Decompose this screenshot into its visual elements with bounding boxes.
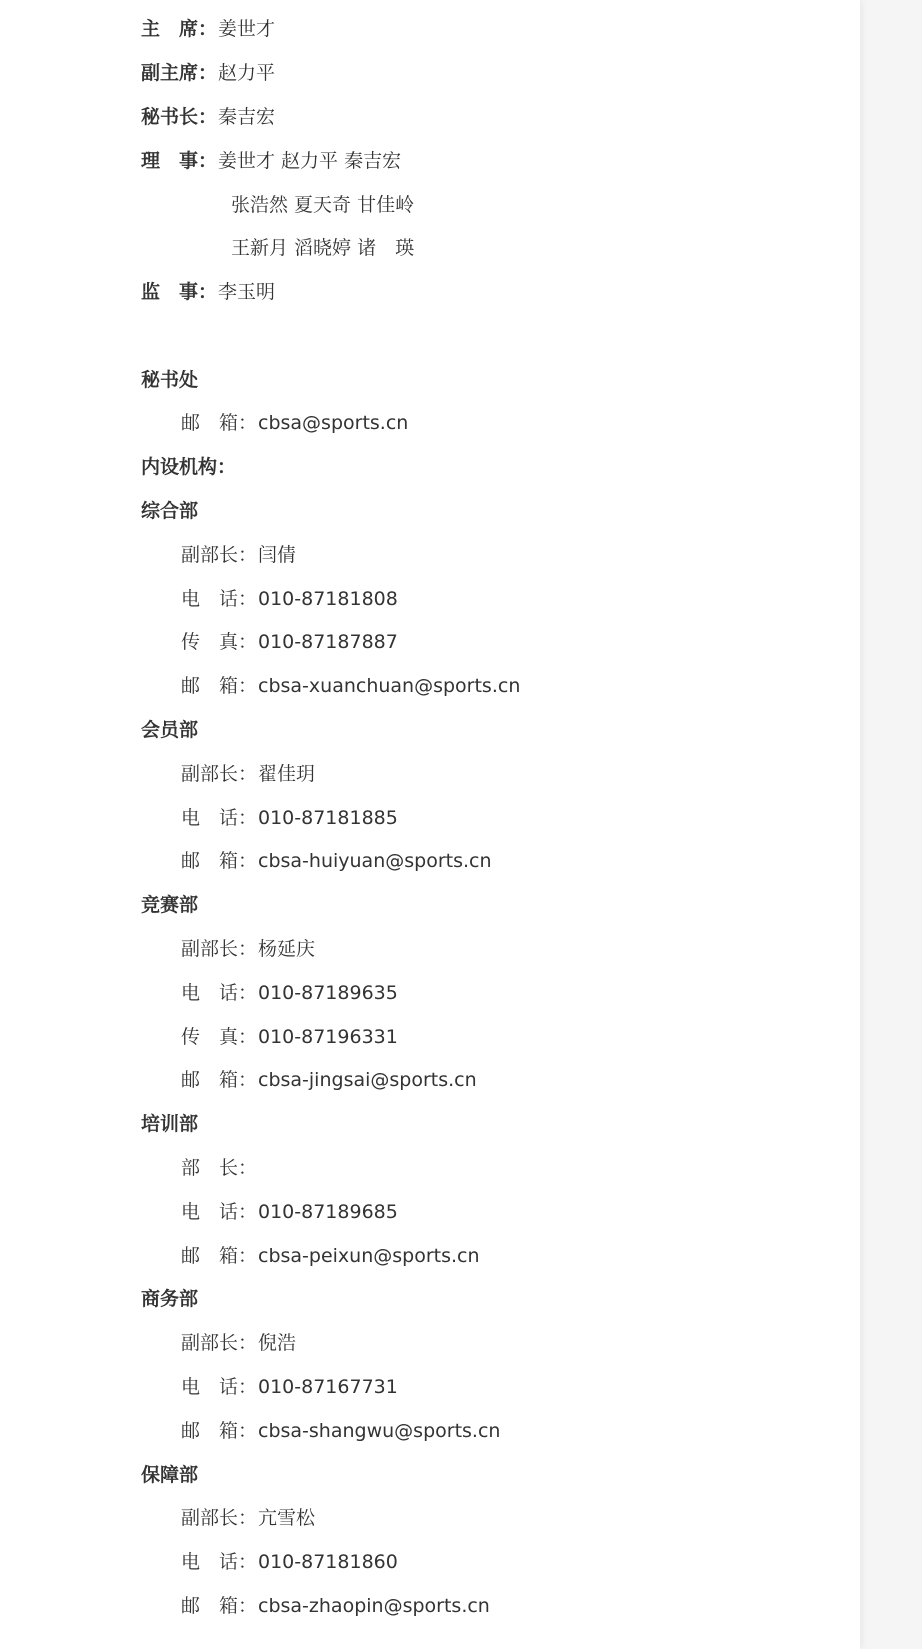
department-info-label: 部 长： bbox=[181, 1157, 258, 1179]
vice-chair-label: 副主席： bbox=[141, 62, 218, 84]
department-info-row bbox=[181, 1328, 296, 1358]
department-info-label: 电 话： bbox=[181, 1201, 258, 1223]
supervisor-row bbox=[141, 277, 275, 307]
department-info-value: 翟佳玥 bbox=[258, 763, 316, 785]
department-info-value: 010-87181808 bbox=[258, 588, 398, 610]
department-info-row bbox=[181, 671, 520, 701]
department-info-value: 010-87189685 bbox=[258, 1201, 398, 1223]
chair-label: 主 席： bbox=[141, 18, 218, 40]
department-heading: 培训部 bbox=[141, 1113, 199, 1135]
department-info-label: 副部长： bbox=[181, 544, 258, 566]
department-info-label: 传 真： bbox=[181, 631, 258, 653]
department-info-row bbox=[181, 759, 315, 789]
department-info-row bbox=[181, 1197, 398, 1227]
secretary-general-name: 秦吉宏 bbox=[218, 106, 276, 128]
department-info-value: 010-87187887 bbox=[258, 631, 398, 653]
department-info-value: cbsa-shangwu@sports.cn bbox=[258, 1420, 501, 1442]
secretariat-email-row bbox=[181, 408, 408, 438]
supervisor-name: 李玉明 bbox=[218, 281, 276, 303]
vice-chair-name: 赵力平 bbox=[218, 62, 276, 84]
department-info-value: 010-87189635 bbox=[258, 982, 398, 1004]
department-info-label: 副部长： bbox=[181, 1507, 258, 1529]
secretariat-email: cbsa@sports.cn bbox=[258, 412, 409, 434]
department-info-row bbox=[181, 1547, 398, 1577]
department-info-label: 邮 箱： bbox=[181, 850, 258, 872]
department-info-label: 电 话： bbox=[181, 1551, 258, 1573]
secretariat-email-label: 邮 箱： bbox=[181, 412, 258, 434]
department-info-label: 电 话： bbox=[181, 807, 258, 829]
department-info-row bbox=[181, 934, 315, 964]
department-info-value: 亢雪松 bbox=[258, 1507, 316, 1529]
secretary-general-label: 秘书长： bbox=[141, 106, 218, 128]
chair-row bbox=[141, 14, 275, 44]
department-info-label: 电 话： bbox=[181, 588, 258, 610]
department-info-value: 杨延庆 bbox=[258, 938, 316, 960]
department-info-row bbox=[181, 1372, 398, 1402]
secretary-general-row bbox=[141, 102, 275, 132]
department-info-value: cbsa-jingsai@sports.cn bbox=[258, 1069, 477, 1091]
department-info-row bbox=[181, 540, 296, 570]
directors-names-1: 姜世才 赵力平 秦吉宏 bbox=[218, 150, 402, 172]
department-info-row bbox=[181, 1591, 490, 1621]
department-info-label: 邮 箱： bbox=[181, 1069, 258, 1091]
department-info-row bbox=[181, 1503, 315, 1533]
directors-row bbox=[141, 146, 401, 176]
department-info-value: cbsa-peixun@sports.cn bbox=[258, 1245, 480, 1267]
department-info-label: 邮 箱： bbox=[181, 1595, 258, 1617]
department-heading: 商务部 bbox=[141, 1288, 199, 1310]
department-info-label: 副部长： bbox=[181, 938, 258, 960]
department-info-label: 电 话： bbox=[181, 1376, 258, 1398]
department-info-row bbox=[181, 1416, 500, 1446]
department-info-label: 邮 箱： bbox=[181, 1420, 258, 1442]
vice-chair-row bbox=[141, 58, 275, 88]
department-info-value: 闫倩 bbox=[258, 544, 297, 566]
department-info-value: 010-87196331 bbox=[258, 1026, 398, 1048]
department-heading: 会员部 bbox=[141, 719, 199, 741]
department-info-row bbox=[181, 846, 492, 876]
department-info-label: 邮 箱： bbox=[181, 675, 258, 697]
department-info-value: 010-87167731 bbox=[258, 1376, 398, 1398]
department-info-label: 邮 箱： bbox=[181, 1245, 258, 1267]
department-heading: 综合部 bbox=[141, 500, 199, 522]
department-info-label: 传 真： bbox=[181, 1026, 258, 1048]
department-info-value: 010-87181860 bbox=[258, 1551, 398, 1573]
department-info-value: cbsa-huiyuan@sports.cn bbox=[258, 850, 492, 872]
department-heading: 保障部 bbox=[141, 1464, 199, 1486]
department-info-row bbox=[181, 978, 398, 1008]
chair-name: 姜世才 bbox=[218, 18, 276, 40]
department-info-row bbox=[181, 627, 398, 657]
directors-names-3: 王新月 滔晓婷 诸 瑛 bbox=[231, 237, 415, 259]
department-info-label: 电 话： bbox=[181, 982, 258, 1004]
department-info-value: cbsa-zhaopin@sports.cn bbox=[258, 1595, 490, 1617]
internal-heading: 内设机构： bbox=[141, 456, 237, 478]
secretariat-heading: 秘书处 bbox=[141, 369, 199, 391]
directors-label: 理 事： bbox=[141, 150, 218, 172]
department-info-value: 倪浩 bbox=[258, 1332, 297, 1354]
department-info-row bbox=[181, 584, 398, 614]
directors-row-2 bbox=[231, 190, 414, 220]
department-heading: 竞赛部 bbox=[141, 894, 199, 916]
department-info-value: 010-87181885 bbox=[258, 807, 398, 829]
department-info-row bbox=[181, 1153, 258, 1183]
supervisor-label: 监 事： bbox=[141, 281, 218, 303]
department-info-row bbox=[181, 1065, 477, 1095]
department-info-row bbox=[181, 1241, 480, 1271]
directors-row-3 bbox=[231, 233, 414, 263]
directors-names-2: 张浩然 夏天奇 甘佳岭 bbox=[231, 194, 415, 216]
department-info-label: 副部长： bbox=[181, 1332, 258, 1354]
department-info-row bbox=[181, 1022, 398, 1052]
department-info-row bbox=[181, 803, 398, 833]
department-info-value: cbsa-xuanchuan@sports.cn bbox=[258, 675, 521, 697]
department-info-label: 副部长： bbox=[181, 763, 258, 785]
